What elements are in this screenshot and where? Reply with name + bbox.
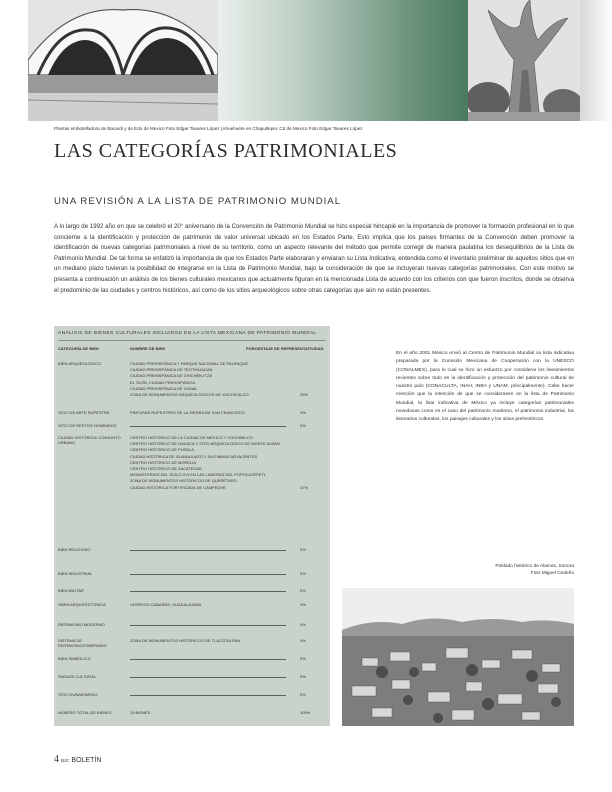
table-row-names [130, 423, 296, 433]
table-row-percentage: 47% [300, 484, 309, 490]
heritage-site-name: MONASTERIOS DEL SIGLO XVI EN LAS LADERAS DEL POPOCATÉPETL [130, 472, 267, 478]
table-row-names [130, 571, 296, 581]
table-row-category: SITIO DUNAR/ÁRIDO [58, 692, 98, 697]
table-row-category: SITIO DE RESTOS HOMÍNIDOS [58, 423, 117, 428]
table-row-names [130, 692, 296, 702]
heritage-site-name [130, 625, 286, 632]
heritage-site-name: ZONA DE MONUMENTOS HISTÓRICOS DE QUERÉTARO [130, 478, 237, 484]
heritage-site-name: CIUDAD PREHISPÁNICA DE CHICHÉN-ITZÁ [130, 373, 213, 379]
alamos-city-photo [342, 588, 574, 726]
table-row-percentage: 0% [300, 571, 306, 576]
table-title: ANÁLISIS DE BIENES CULTURALES INCLUIDOS EN LA LISTA MEXICANA DE PATRIMONIO MUNDIAL [58, 331, 317, 336]
heritage-site-name: CENTRO HISTÓRICO DE MORELIA [130, 459, 197, 465]
city-photo-credit: Foto Miguel Cedeño [530, 571, 574, 576]
green-gradient-panel [218, 0, 468, 121]
table-row-category: BIEN RELIGIOSO [58, 547, 91, 552]
table-divider [58, 340, 326, 341]
table-row-category: NÚMERO TOTAL DE BIENES [58, 710, 112, 715]
table-row-names [130, 361, 296, 398]
table-row-category: BIEN SIMBÓLICO [58, 656, 91, 661]
table-row-category: SITIO DE ARTE RUPESTRE [58, 410, 110, 415]
publication-name: BOLETÍN [71, 757, 102, 764]
heritage-site-name [130, 591, 286, 598]
photo-strip [0, 0, 612, 122]
header-percentage: PORCENTAJE DE REPRESENTATIVIDAD [246, 346, 324, 351]
heritage-site-name: CIUDAD HISTÓRICA FORTIFICADA DE CAMPECHE [130, 484, 226, 490]
table-row-category: BIEN MILITAR [58, 588, 84, 593]
heritage-site-name: CENTRO HISTÓRICO DE PUEBLA [130, 447, 194, 453]
heritage-site-name [130, 695, 286, 702]
heritage-site-name [130, 677, 286, 684]
photo-caption-top: Plantas embotelladora de Bacardi y de Edo de Mexico Foto Edgar Tavares López (Ahuehuete en Chapultepec Cd de Mexico Foto Edgar Tavares López [54, 126, 363, 131]
table-row-names [130, 435, 296, 491]
heritage-site-name [130, 550, 286, 557]
header-category: CATEGORÍA DE BIEN [58, 346, 99, 351]
table-row-category: PAISAJE CULTURAL [58, 674, 97, 679]
header-name: NOMBRE DE BIEN [130, 346, 166, 351]
table-row-names [130, 588, 296, 598]
heritage-site-name: CENTRO HISTÓRICO DE OAXACA Y SITIO ARQUEOLÓGICO DE MONTE ALBÁN [130, 441, 280, 447]
table-row-names [130, 602, 296, 608]
heritage-site-name: PINTURAS RUPESTRES DE LA SIERRA DE SAN FRANCISCO [130, 410, 245, 415]
table-row-names [130, 656, 296, 666]
table-row-names [130, 710, 296, 716]
city-photo-title: Poblado histórico de Alamos, Sonora [495, 564, 574, 569]
table-row-percentage: 4% [300, 410, 306, 415]
heritage-site-name: CIUDAD PREHISPÁNICA DE UXMAL [130, 385, 198, 391]
page-footer [54, 754, 101, 765]
table-row-percentage: 0% [300, 588, 306, 593]
table-row-percentage: 4% [300, 638, 306, 643]
heritage-site-name [130, 659, 286, 666]
heritage-site-name: CENTRO HISTÓRICO DE LA CIUDAD DE MÉXICO Y XOCHIMILCO [130, 435, 253, 440]
table-row-category: CIUDAD HISTÓRICA/ CONJUNTO URBANO [58, 435, 121, 445]
table-row-names [130, 547, 296, 557]
city-photo-caption [420, 563, 574, 577]
page-title: LAS CATEGORÍAS PATRIMONIALES [54, 140, 398, 162]
heritage-site-name: CIUDAD PREHISPÁNICA Y PARQUE NACIONAL DE PALENQUE [130, 361, 249, 366]
table-row-percentage: 0% [300, 656, 306, 661]
table-row-category: BIEN INDUSTRIAL [58, 571, 93, 576]
intro-paragraph: A lo largo de 1992 año en que se celebró el 20° aniversario de la Convención de Patrimonio Mundial se hizo especial hincapié en la importancia de promover la formación profesional en lo que concierne a la identificación y protección de patrimonio de valor universal ubicado en los Estados Parte. Esto implica que los países firmantes de la Convención deben promover la identificación de nuevas categorías patrimoniales a nivel de su territorio, como un aspecto relevante del método que permite corregir de manera paulatina los desequilibrios de la Lista de Patrimonio Mundial. De tal forma se enfatizó la importancia de que los Estados Parte elaboraran y enviaran su Lista Indicativa, entendida como el inventario preliminar de aquellos sitios que en un mediano plazo tuvieran la posibilidad de integrarse en la Lista de Patrimonio Mundial, bajo la consideración de que se incluyeran nuevas categorías patrimoniales. Con este motivo se presenta a continuación un análisis de los bienes culturales mexicanos que actualmente figuran en la mencionada Lista de acuerdo con los criterios con que fueron inscritos, donde se observa el predominio de las ciudades y centros históricos, así como de los sitios arqueológicos sobre otras categorías que aún no están presentes. [54, 223, 574, 294]
section-subtitle: UNA REVISIÓN A LA LISTA DE PATRIMONIO MUNDIAL [54, 196, 342, 207]
table-row-percentage: 0% [300, 692, 306, 697]
heritage-site-name: CIUDAD PREHISPÁNICA DE TEOTIHUACAN [130, 367, 213, 373]
table-row-percentage: 0% [300, 547, 306, 552]
heritage-site-name: 19 BIENES [130, 710, 151, 715]
heritage-site-name: CENTRO HISTÓRICO DE ZACATECAS [130, 466, 202, 472]
heritage-site-name: HOSPICIO CABAÑAS, GUADALAJARA [130, 602, 202, 607]
heritage-site-name [130, 426, 286, 433]
page-number: 4 [54, 754, 59, 765]
footer-prefix: BJC [60, 758, 70, 763]
table-row-category: PATRIMONIO MODERNO [58, 622, 105, 627]
heritage-site-name: ZONA DE MONUMENTOS ARQUEOLÓGICOS DE XOCHICALCO [130, 392, 249, 398]
table-row-percentage: 0% [300, 622, 306, 627]
table-row-names [130, 622, 296, 632]
table-row-names [130, 674, 296, 684]
photo-fade [580, 0, 612, 121]
side-paragraph: En el año 2001 México envió al Centro de Patrimonio Mundial su lista indicativa preparada por la Comisión Mexicana de Cooperación con la UNESCO (CONALMEX), para lo cual se hizo un esfuerzo por considerar los lineamientos recientes sobre todo en la identificación y protección del patrimonio cultural de nuestro país (CONACULTA, INAH, INBA y UNAM, principalmente). Cabe hacer mención que la intención de que se considerasen en la lista de Patrimonio Mundial, la lista indicativa de México ya incluye categorías patrimoniales novedosas como es el caso del patrimonio moderno, el patrimonio industrial, los itinerarios culturales, los paisajes culturales y los sitios prehistóricos. [396, 351, 574, 423]
heritage-site-name: CIUDAD HISTÓRICA DE GUANAJUATO Y SUS MINAS ADYACENTES [130, 453, 258, 459]
table-row-category: BIEN ARQUEOLÓGICO [58, 361, 102, 366]
ahuehuete-tree-photo [468, 0, 580, 121]
heritage-site-name: ZONA DE MONUMENTOS HISTÓRICOS DE TLACOTALPAN [130, 638, 240, 643]
table-row-category: OBRA ARQUITECTÓNICA [58, 602, 106, 607]
table-row-percentage: 0% [300, 423, 306, 428]
bottling-plant-photo [28, 0, 218, 121]
table-row-percentage: 0% [300, 674, 306, 679]
heritage-site-name: EL TAJÍN, CIUDAD PREHISPÁNICA [130, 379, 196, 385]
heritage-table [54, 326, 330, 726]
table-row-names [130, 410, 296, 416]
table-row-category: SISTEMA DE PATRIMONIO/ITINERARIO [58, 638, 107, 648]
heritage-site-name [130, 574, 286, 581]
table-row-percentage: 4% [300, 602, 306, 607]
table-row-percentage: 25% [300, 392, 309, 397]
table-row-percentage: 100% [300, 710, 311, 715]
table-row-names [130, 638, 296, 644]
